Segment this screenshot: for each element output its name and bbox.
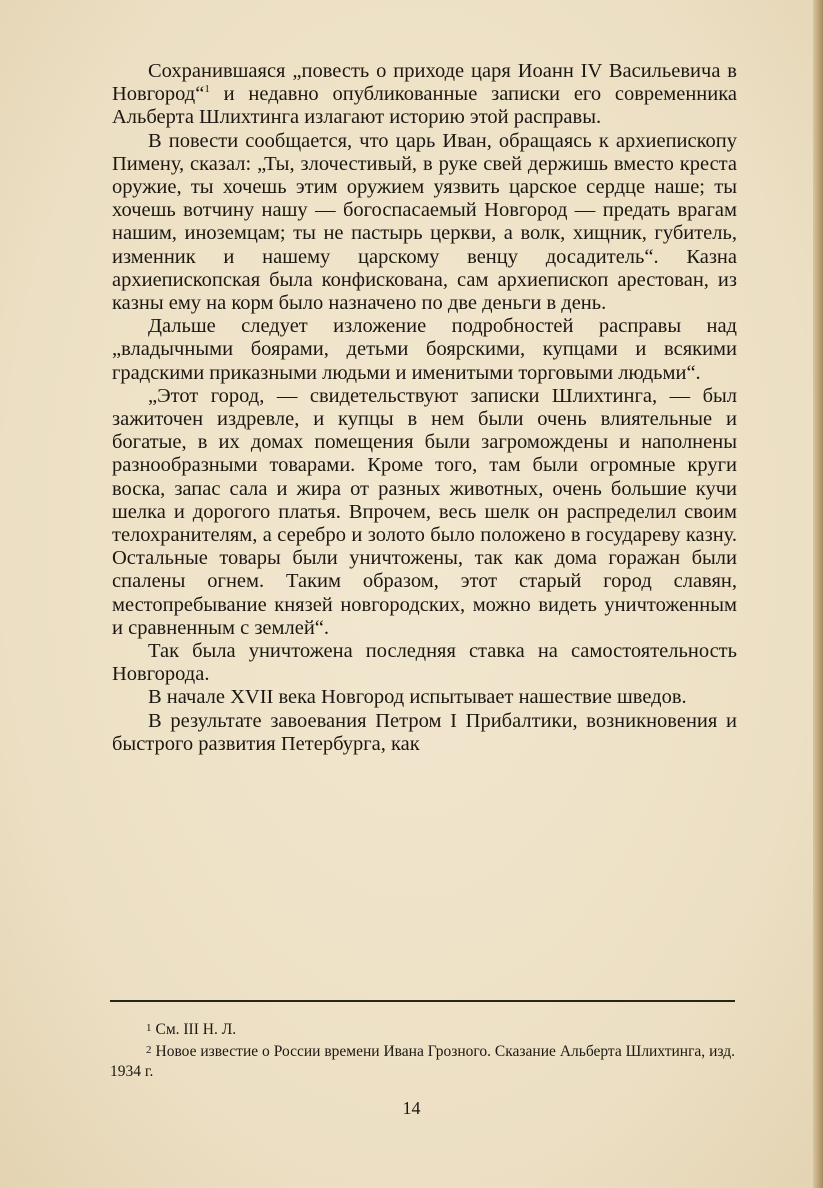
footnotes xyxy=(110,1018,735,1082)
footnote-divider xyxy=(110,1000,735,1002)
footnote-mark: 2 xyxy=(146,1044,152,1056)
footnote-text: См. III Н. Л. xyxy=(155,1021,237,1038)
footnote-mark: 1 xyxy=(146,1022,152,1034)
footnote-reference: 1 xyxy=(204,83,210,96)
paragraph: Так была уничтожена последняя ставка на самостоятельность Новгорода. xyxy=(112,640,737,686)
footnote-text: Новое известие о России времени Ивана Грозного. Сказание Альберта Шлихтинга, изд. 1934 г. xyxy=(110,1043,735,1080)
page-edge-shadow xyxy=(813,0,823,1188)
paragraph: Сохранившаяся „повесть о приходе царя Иоанн IV Васильевича в Новгород“$^1$ и недавно опубликованные записки его современника Альберта Шлихтинга излагают историю этой расправы. xyxy=(112,60,737,129)
footnote xyxy=(110,1040,735,1082)
paragraph: Дальше следует изложение подробностей расправы над „владычными боярами, детьми боярскими, купцами и всякими градскими приказными людьми и именитыми торговыми людьми“. xyxy=(112,315,737,384)
paragraph: В начале XVII века Новгород испытывает нашествие шведов. xyxy=(148,686,687,709)
page-number: 14 xyxy=(402,1098,421,1118)
main-text xyxy=(112,60,737,756)
paragraph: В повести сообщается, что царь Иван, обращаясь к архиепископу Пимену, сказал: „Ты, злочестивый, в руке свей держишь вместо креста оружие, ты хочешь этим оружием уязвить царское сердце наше; ты хочешь вотчину нашу — богоспасаемый Новгород — предать врагам нашим, иноземцам; ты не пастырь церкви, а волк, хищник, губитель, изменник и нашему царскому венцу досадитель“. Казна архиепископская была конфискована, сам архиепископ арестован, из казны ему на корм было назначено по две деньги в день. xyxy=(112,129,737,315)
paragraph: „Этот город, — свидетельствуют записки Шлихтинга, — был зажиточен издревле, и купцы в нем были очень влиятельные и богатые, в их домах помещения были загромождены и наполнены разнообразными товарами. Кроме того, там были огромные круги воска, запас сала и жира от разных животных, очень большие кучи шелка и дорогого платья. Впрочем, весь шелк он распределил своим телохранителям, а серебро и золото было положено в государеву казну. Остальные товары были уничтожены, так как дома горажан были спалены огнем. Таким образом, этот старый город славян, местопребывание князей новгородских, можно видеть уничтоженным и сравненным с землей“. xyxy=(112,384,737,639)
footnote xyxy=(110,1018,735,1040)
paragraph: В результате завоевания Петром I Прибалтики, возникновения и быстрого развития Петербурга, как xyxy=(112,709,737,755)
